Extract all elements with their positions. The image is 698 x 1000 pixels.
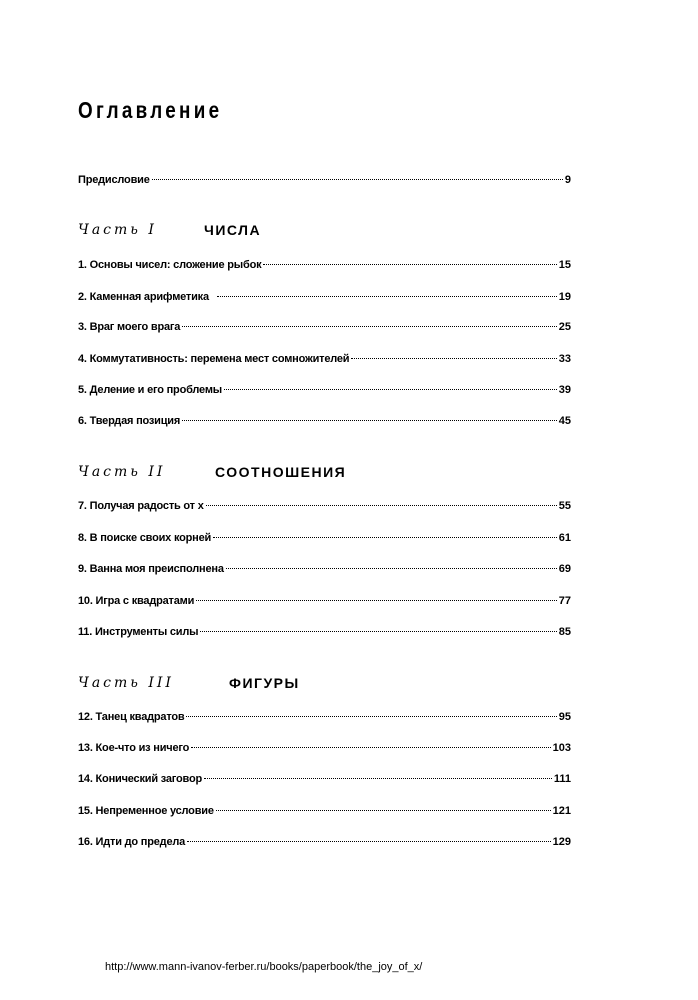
dot-leader xyxy=(204,778,552,779)
part-heading xyxy=(78,675,300,695)
entry-title: 6. Твердая позиция xyxy=(78,415,181,427)
entry-title: 15. Непременное условие xyxy=(78,805,214,817)
part-heading xyxy=(78,464,347,484)
entry-title: 3. Враг моего врага xyxy=(78,321,181,333)
page-number: 19 xyxy=(558,291,571,303)
toc-entry-chapter[interactable] xyxy=(78,561,571,577)
entry-title: 9. Ванна моя преисполнена xyxy=(78,563,224,575)
part-heading xyxy=(78,222,262,242)
part-label: Часть II xyxy=(78,464,166,480)
dot-leader xyxy=(152,179,563,180)
toc-entry-chapter[interactable] xyxy=(78,382,571,398)
toc-entry-preface[interactable] xyxy=(78,172,571,188)
dot-leader xyxy=(263,264,556,265)
page-number: 85 xyxy=(558,626,571,638)
toc-entry-chapter[interactable] xyxy=(78,319,571,335)
toc-entry-chapter[interactable] xyxy=(78,530,571,546)
entry-title: 10. Игра с квадратами xyxy=(78,595,195,607)
page-number: 121 xyxy=(552,805,571,817)
part-name: ФИГУРЫ xyxy=(229,675,300,691)
part-name: СООТНОШЕНИЯ xyxy=(215,464,347,480)
toc-entry-chapter[interactable] xyxy=(78,740,571,756)
footer-url[interactable]: http://www.mann-ivanov-ferber.ru/books/paperbook/the_joy_of_x/ xyxy=(105,961,423,973)
entry-title: 8. В поиске своих корней xyxy=(78,532,212,544)
toc-entry-chapter[interactable] xyxy=(78,834,571,850)
dot-leader xyxy=(186,716,556,717)
dot-leader xyxy=(224,389,557,390)
dot-leader xyxy=(206,505,557,506)
entry-title: 14. Конический заговор xyxy=(78,773,203,785)
toc-entry-chapter[interactable] xyxy=(78,289,571,305)
dot-leader xyxy=(182,420,557,421)
page-number: 103 xyxy=(552,742,571,754)
page-title: Оглавление xyxy=(78,97,223,123)
page-number: 129 xyxy=(552,836,571,848)
entry-title: Предисловие xyxy=(78,174,150,186)
entry-title: 7. Получая радость от x xyxy=(78,500,204,512)
dot-leader xyxy=(226,568,557,569)
part-label: Часть III xyxy=(78,675,174,691)
page-number: 111 xyxy=(553,773,571,785)
part-label: Часть I xyxy=(78,222,157,238)
page-number: 25 xyxy=(558,321,571,333)
dot-leader xyxy=(216,810,551,811)
page-number: 69 xyxy=(558,563,571,575)
entry-title: 1. Основы чисел: сложение рыбок xyxy=(78,259,262,271)
part-name: ЧИСЛА xyxy=(204,222,262,238)
entry-title: 5. Деление и его проблемы xyxy=(78,384,222,396)
dot-leader xyxy=(213,537,557,538)
toc-entry-chapter[interactable] xyxy=(78,498,571,514)
toc-entry-chapter[interactable] xyxy=(78,803,571,819)
page-number: 9 xyxy=(564,174,571,186)
dot-leader xyxy=(196,600,557,601)
page-number: 15 xyxy=(558,259,571,271)
toc-entry-chapter[interactable] xyxy=(78,709,571,725)
toc-entry-chapter[interactable] xyxy=(78,351,571,367)
dot-leader xyxy=(200,631,556,632)
dot-leader xyxy=(351,358,556,359)
dot-leader xyxy=(217,296,557,297)
page-number: 77 xyxy=(558,595,571,607)
toc-entry-chapter[interactable] xyxy=(78,771,571,787)
entry-title: 12. Танец квадратов xyxy=(78,711,185,723)
page-number: 33 xyxy=(558,353,571,365)
dot-leader xyxy=(187,841,551,842)
entry-title: 2. Каменная арифметика xyxy=(78,291,209,303)
entry-title: 13. Кое-что из ничего xyxy=(78,742,190,754)
dot-leader xyxy=(191,747,551,748)
entry-title: 4. Коммутативность: перемена мест сомножителей xyxy=(78,353,350,365)
toc-entry-chapter[interactable] xyxy=(78,257,571,273)
toc-entry-chapter[interactable] xyxy=(78,624,571,640)
page-number: 39 xyxy=(558,384,571,396)
toc-entry-chapter[interactable] xyxy=(78,413,571,429)
page-number: 55 xyxy=(558,500,571,512)
toc-entry-chapter[interactable] xyxy=(78,593,571,609)
page-number: 45 xyxy=(558,415,571,427)
dot-leader xyxy=(182,326,557,327)
page-number: 61 xyxy=(558,532,571,544)
entry-title: 16. Идти до предела xyxy=(78,836,186,848)
entry-title: 11. Инструменты силы xyxy=(78,626,199,638)
page-number: 95 xyxy=(558,711,571,723)
